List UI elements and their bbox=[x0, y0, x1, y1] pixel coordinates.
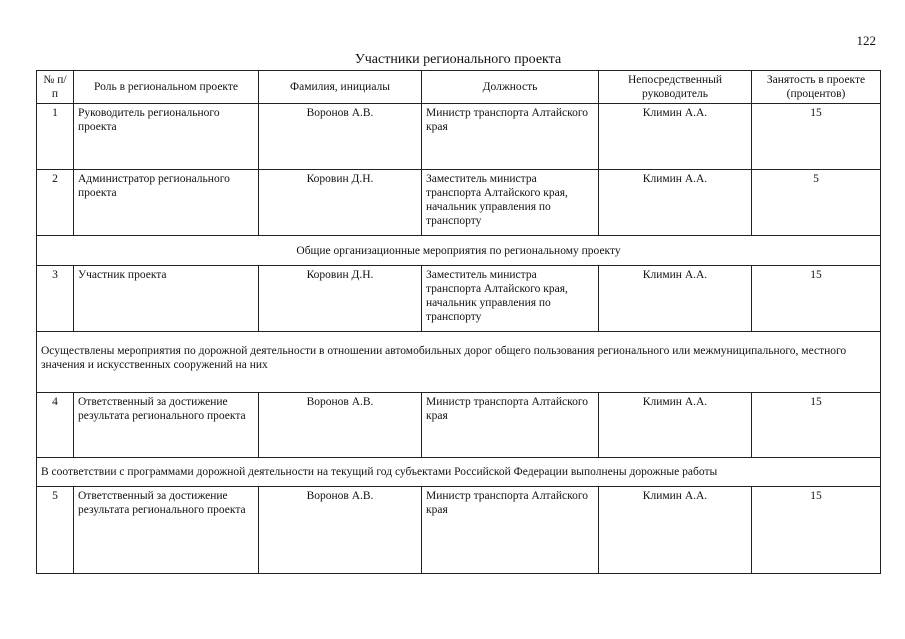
row-position: Министр транспорта Алтайского края bbox=[422, 393, 599, 458]
table-row bbox=[37, 487, 881, 574]
table-row bbox=[37, 104, 881, 170]
row-number: 5 bbox=[37, 487, 74, 574]
section-title: В соответствии с программами дорожной деятельности на текущий год субъектами Российской Федерации выполнены дорожные работы bbox=[37, 458, 881, 487]
row-role: Администратор регионального проекта bbox=[74, 170, 259, 236]
column-header-supervisor: Непосредственный руководитель bbox=[599, 71, 752, 104]
row-role: Ответственный за достижение результата регионального проекта bbox=[74, 393, 259, 458]
row-number: 1 bbox=[37, 104, 74, 170]
page-number: 122 bbox=[856, 33, 876, 48]
row-supervisor: Климин А.А. bbox=[599, 393, 752, 458]
section-row bbox=[37, 458, 881, 487]
row-number: 2 bbox=[37, 170, 74, 236]
row-workload: 15 bbox=[752, 393, 881, 458]
row-workload: 5 bbox=[752, 170, 881, 236]
row-supervisor: Климин А.А. bbox=[599, 266, 752, 332]
row-supervisor: Климин А.А. bbox=[599, 104, 752, 170]
row-role: Руководитель регионального проекта bbox=[74, 104, 259, 170]
column-header-role: Роль в региональном проекте bbox=[74, 71, 259, 104]
row-role: Участник проекта bbox=[74, 266, 259, 332]
row-position: Министр транспорта Алтайского края bbox=[422, 487, 599, 574]
row-workload: 15 bbox=[752, 266, 881, 332]
row-number: 3 bbox=[37, 266, 74, 332]
column-header-number: № п/п bbox=[37, 71, 74, 104]
row-supervisor: Климин А.А. bbox=[599, 487, 752, 574]
row-role: Ответственный за достижение результата регионального проекта bbox=[74, 487, 259, 574]
participants-table bbox=[36, 70, 881, 574]
section-title: Осуществлены мероприятия по дорожной деятельности в отношении автомобильных дорог общего пользования регионального или межмуниципального, местного значения и искусственных сооружений на них bbox=[37, 332, 881, 393]
row-position: Заместитель министра транспорта Алтайского края, начальник управления по транспорту bbox=[422, 170, 599, 236]
table-header-row bbox=[37, 71, 881, 104]
table-row bbox=[37, 266, 881, 332]
table-row bbox=[37, 393, 881, 458]
column-header-name: Фамилия, инициалы bbox=[259, 71, 422, 104]
section-row bbox=[37, 332, 881, 393]
column-header-position: Должность bbox=[422, 71, 599, 104]
row-position: Министр транспорта Алтайского края bbox=[422, 104, 599, 170]
row-name: Воронов А.В. bbox=[259, 393, 422, 458]
row-number: 4 bbox=[37, 393, 74, 458]
row-name: Коровин Д.Н. bbox=[259, 170, 422, 236]
row-workload: 15 bbox=[752, 104, 881, 170]
row-name: Воронов А.В. bbox=[259, 487, 422, 574]
row-name: Воронов А.В. bbox=[259, 104, 422, 170]
row-position: Заместитель министра транспорта Алтайского края, начальник управления по транспорту bbox=[422, 266, 599, 332]
row-supervisor: Климин А.А. bbox=[599, 170, 752, 236]
table-row bbox=[37, 170, 881, 236]
column-header-workload: Занятость в проекте (процентов) bbox=[752, 71, 881, 104]
row-workload: 15 bbox=[752, 487, 881, 574]
row-name: Коровин Д.Н. bbox=[259, 266, 422, 332]
document-title: Участники регионального проекта bbox=[354, 52, 562, 67]
section-title: Общие организационные мероприятия по региональному проекту bbox=[37, 236, 881, 266]
section-row bbox=[37, 236, 881, 266]
